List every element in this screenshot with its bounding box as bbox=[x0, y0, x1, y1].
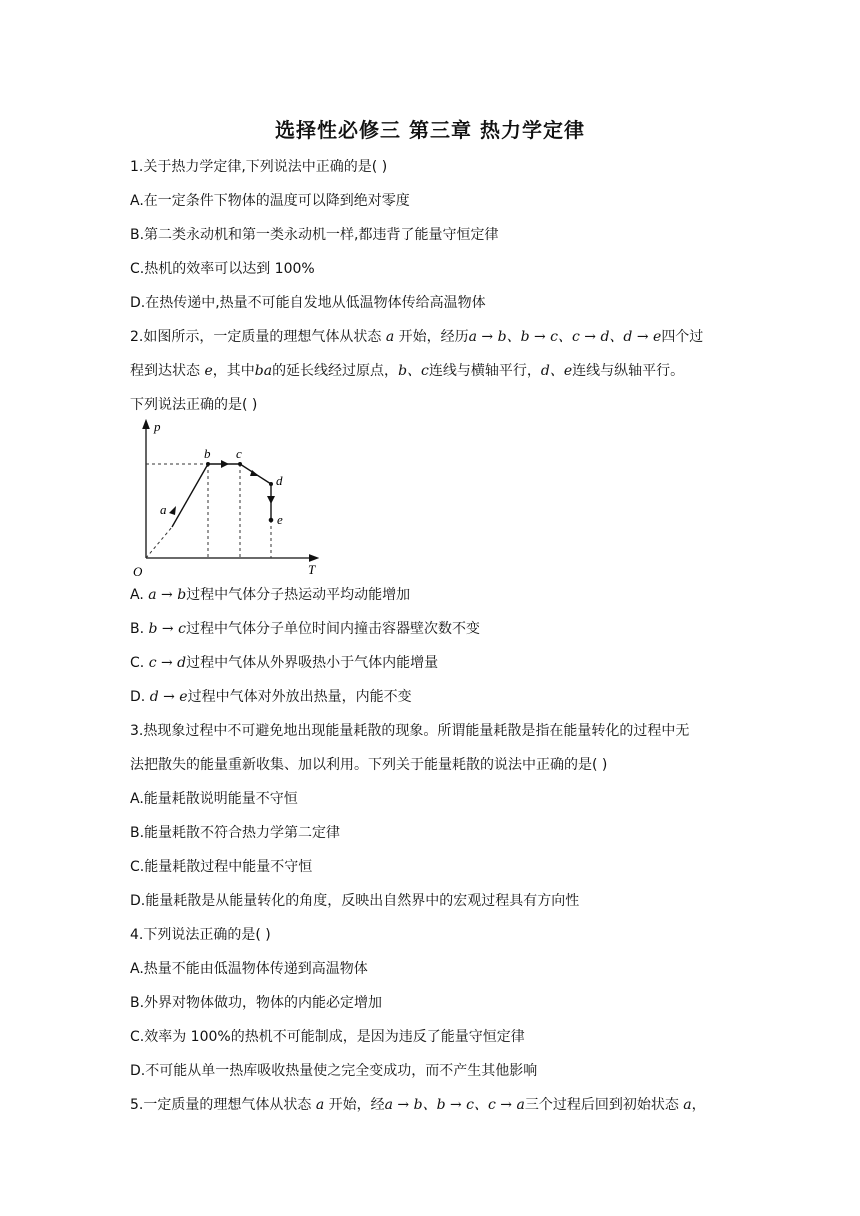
q5-stem-text-mid: 开始，经 bbox=[324, 1097, 385, 1113]
q5-stem-text-post: 三个过程后回到初始状态 bbox=[524, 1097, 684, 1113]
q4-option-d: D.不可能从单一热库吸收热量使之完全变成功，而不产生其他影响 bbox=[130, 1063, 538, 1079]
page-title: 选择性必修三 第三章 热力学定律 bbox=[275, 118, 585, 142]
arrow-ab bbox=[169, 506, 176, 515]
q3-stem-line1: 3.热现象过程中不可避免地出现能量耗散的现象。所谓能量耗散是指在能量转化的过程中无 bbox=[130, 723, 690, 739]
point-c bbox=[238, 462, 242, 466]
q2-line-ba: ba bbox=[254, 363, 273, 379]
q1-option-a: A.在一定条件下物体的温度可以降到绝对零度 bbox=[130, 193, 410, 209]
q2-stem2-text-a: ，其中 bbox=[212, 363, 255, 379]
label-d: d bbox=[276, 473, 283, 488]
label-p: p bbox=[154, 419, 161, 434]
pt-diagram bbox=[128, 418, 328, 580]
q2-option-c bbox=[130, 653, 438, 673]
q1-option-b: B.第二类永动机和第一类永动机一样,都违背了能量守恒定律 bbox=[130, 227, 499, 243]
q2-stem-line3: 下列说法正确的是( ) bbox=[130, 397, 258, 413]
q5-stem-text-end: ， bbox=[691, 1097, 706, 1113]
q3-option-c: C.能量耗散过程中能量不守恒 bbox=[130, 859, 313, 875]
q2-option-d-process: d → e bbox=[149, 689, 188, 705]
q2-option-b-text: 过程中气体分子单位时间内撞击容器壁次数不变 bbox=[185, 621, 480, 637]
q4-option-b: B.外界对物体做功，物体的内能必定增加 bbox=[130, 995, 383, 1011]
q2-option-a-text: 过程中气体分子热运动平均动能增加 bbox=[186, 587, 411, 603]
q5-stem bbox=[130, 1095, 706, 1115]
q2-stem-line2 bbox=[130, 361, 684, 381]
q2-option-b-letter: B. bbox=[130, 621, 149, 637]
q2-process-list: a → b、b → c、c → d、d → e bbox=[468, 329, 662, 345]
q4-option-a: A.热量不能由低温物体传递到高温物体 bbox=[130, 961, 368, 977]
arrow-de bbox=[267, 496, 275, 504]
q1-option-d: D.在热传递中,热量不可能自发地从低温物体传给高温物体 bbox=[130, 295, 486, 311]
q2-stem2-text: 程到达状态 bbox=[130, 363, 205, 379]
point-e bbox=[269, 518, 274, 523]
point-b bbox=[206, 462, 210, 466]
label-e: e bbox=[277, 512, 283, 527]
arrow-bc bbox=[221, 460, 229, 468]
q4-stem: 4.下列说法正确的是( ) bbox=[130, 927, 271, 943]
label-t: T bbox=[308, 562, 316, 577]
q2-stem1-text-end: 四个过 bbox=[661, 329, 704, 345]
q2-stem2-text-b: 的延长线经过原点， bbox=[272, 363, 399, 379]
q2-option-d-letter: D. bbox=[130, 689, 150, 705]
q3-stem-line2: 法把散失的能量重新收集、加以利用。下列关于能量耗散的说法中正确的是( ) bbox=[130, 757, 608, 773]
q2-stem2-text-c: 连线与横轴平行， bbox=[428, 363, 541, 379]
q5-state-a: a bbox=[315, 1097, 325, 1113]
q2-option-a bbox=[130, 585, 410, 605]
point-d bbox=[269, 482, 273, 486]
extension-ba-origin bbox=[146, 527, 172, 558]
q2-stem2-text-d: 连线与纵轴平行。 bbox=[572, 363, 685, 379]
pt-diagram-svg bbox=[128, 418, 328, 580]
q1-stem: 1.关于热力学定律,下列说法中正确的是( ) bbox=[130, 159, 388, 175]
q2-option-d-text: 过程中气体对外放出热量，内能不变 bbox=[187, 689, 412, 705]
q2-option-c-process: c → d bbox=[148, 655, 187, 671]
q2-option-d bbox=[130, 687, 412, 707]
label-a: a bbox=[160, 502, 167, 517]
q2-stem1-text-mid: 开始，经历 bbox=[394, 329, 469, 345]
q2-state-e: e bbox=[204, 363, 213, 379]
q5-process-list: a → b、b → c、c → a bbox=[384, 1097, 525, 1113]
q2-stem1-text: 2.如图所示，一定质量的理想气体从状态 bbox=[130, 329, 386, 345]
q3-option-a: A.能量耗散说明能量不守恒 bbox=[130, 791, 298, 807]
q5-state-a-initial: a bbox=[683, 1097, 692, 1113]
q3-option-d: D.能量耗散是从能量转化的角度，反映出自然界中的宏观过程具有方向性 bbox=[130, 893, 580, 909]
q2-state-a: a bbox=[385, 329, 395, 345]
q5-stem-text: 5.一定质量的理想气体从状态 bbox=[130, 1097, 316, 1113]
q2-option-a-letter: A. bbox=[130, 587, 149, 603]
process-ab bbox=[172, 464, 208, 527]
q2-option-a-process: a → b bbox=[148, 587, 187, 603]
q3-option-b: B.能量耗散不符合热力学第二定律 bbox=[130, 825, 341, 841]
q2-option-b-process: b → c bbox=[148, 621, 186, 637]
q2-points-bc: b、c bbox=[398, 363, 429, 379]
q2-points-de: d、e bbox=[540, 363, 573, 379]
q2-stem-line1 bbox=[130, 327, 703, 347]
q2-option-b bbox=[130, 619, 480, 639]
q2-option-c-letter: C. bbox=[130, 655, 149, 671]
label-c: c bbox=[236, 446, 242, 461]
q1-option-c: C.热机的效率可以达到 100% bbox=[130, 261, 315, 277]
q4-option-c: C.效率为 100%的热机不可能制成，是因为违反了能量守恒定律 bbox=[130, 1029, 525, 1045]
label-origin: O bbox=[133, 564, 143, 579]
q2-option-c-text: 过程中气体从外界吸热小于气体内能增量 bbox=[186, 655, 439, 671]
label-b: b bbox=[204, 446, 211, 461]
